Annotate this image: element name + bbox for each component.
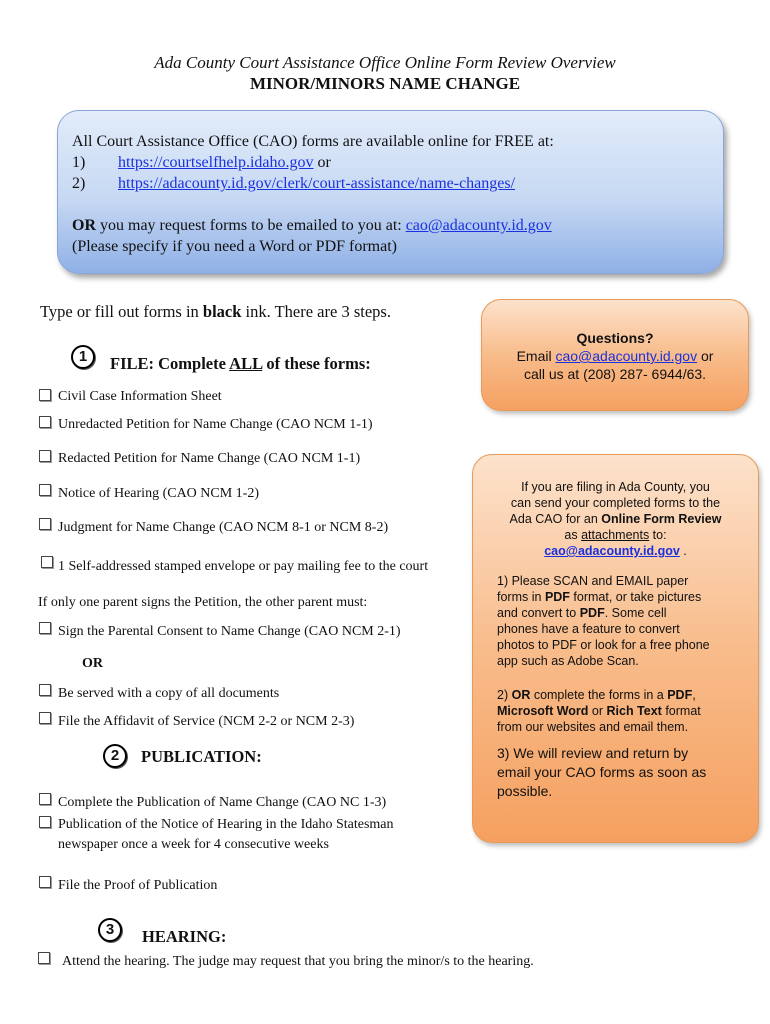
- courtselfhelp-link[interactable]: https://courtselfhelp.idaho.gov: [118, 154, 314, 171]
- checkbox-parental-consent[interactable]: [39, 622, 51, 634]
- checkbox-civil-case[interactable]: [39, 389, 51, 401]
- step-3-number-icon: 3: [98, 918, 122, 942]
- questions-email-line: Email cao@adacounty.id.gov or: [516, 348, 714, 364]
- checkbox-served[interactable]: [39, 684, 51, 696]
- form-item-judgment: Judgment for Name Change (CAO NCM 8-1 or NCM 8-2): [58, 520, 389, 535]
- form-item-unredacted-petition: Unredacted Petition for Name Change (CAO NCM 1-1): [58, 417, 373, 432]
- adacounty-name-changes-link[interactable]: https://adacounty.id.gov/clerk/court-assistance/name-changes/: [118, 175, 516, 192]
- email-request-line: OR you may request forms to be emailed to you at: cao@adacounty.id.gov: [72, 217, 552, 234]
- or-separator: OR: [82, 656, 103, 671]
- form-item-publication-form: Complete the Publication of Name Change (CAO NC 1-3): [58, 795, 387, 810]
- checkbox-publication-form[interactable]: [39, 793, 51, 805]
- checkbox-affidavit[interactable]: [39, 712, 51, 724]
- form-item-affidavit: File the Affidavit of Service (NCM 2-2 or NCM 2-3): [58, 714, 355, 729]
- form-item-statesman-line2: newspaper once a week for 4 consecutive weeks: [58, 837, 329, 852]
- form-item-notice-of-hearing: Notice of Hearing (CAO NCM 1-2): [58, 486, 260, 501]
- link-item-2: 2) https://adacounty.id.gov/clerk/court-assistance/name-changes/: [72, 175, 516, 192]
- form-item-proof-of-publication: File the Proof of Publication: [58, 878, 218, 893]
- form-item-redacted-petition: Redacted Petition for Name Change (CAO NCM 1-1): [58, 451, 361, 466]
- document-title: MINOR/MINORS NAME CHANGE: [249, 74, 521, 93]
- link-item-1: 1) https://courtselfhelp.idaho.gov or: [72, 154, 331, 171]
- step-2-number-icon: 2: [103, 744, 127, 768]
- online-review-box: If you are filing in Ada County, you can send your completed forms to the Ada CAO for an Online Form Review as attachments to: cao@adacounty.id.gov . 1) Please SCAN and EMAIL paper forms in PDF format, or take pictures and convert to PDF. Some cell phones have a feature to convert photos to PDF or look for a free phone app such as Adobe Scan. 2) OR complete the forms in a PDF, Microsoft Word or Rich Text format from our websites and email them. 3) We will review and return by email your CAO forms as soon as possible.: [472, 454, 759, 843]
- format-note: (Please specify if you need a Word or PDF format): [72, 238, 397, 255]
- form-item-civil-case: Civil Case Information Sheet: [58, 389, 222, 404]
- step-3-heading: HEARING:: [142, 927, 227, 946]
- form-item-statesman-line1: Publication of the Notice of Hearing in the Idaho Statesman: [58, 817, 394, 832]
- form-item-attend-hearing: Attend the hearing. The judge may request that you bring the minor/s to the hearing.: [62, 954, 534, 969]
- checkbox-redacted-petition[interactable]: [39, 450, 51, 462]
- form-item-parental-consent: Sign the Parental Consent to Name Change (CAO NCM 2-1): [58, 624, 401, 639]
- checkbox-proof-of-publication[interactable]: [39, 876, 51, 888]
- questions-phone: call us at (208) 287- 6944/63.: [523, 366, 707, 382]
- step-1-number-icon: 1: [71, 345, 95, 369]
- questions-title: Questions?: [576, 330, 654, 346]
- cao-email-link[interactable]: cao@adacounty.id.gov: [405, 217, 552, 234]
- form-item-served: Be served with a copy of all documents: [58, 686, 280, 701]
- questions-email-link[interactable]: cao@adacounty.id.gov: [555, 348, 698, 364]
- checkbox-notice-of-hearing[interactable]: [39, 484, 51, 496]
- one-parent-note: If only one parent signs the Petition, the other parent must:: [38, 595, 368, 610]
- checkbox-judgment[interactable]: [39, 518, 51, 530]
- form-item-envelope-fee: 1 Self-addressed stamped envelope or pay mailing fee to the court: [58, 559, 429, 574]
- checkbox-statesman-publication[interactable]: [39, 816, 51, 828]
- review-email-link[interactable]: cao@adacounty.id.gov: [544, 544, 680, 558]
- document-subtitle: Ada County Court Assistance Office Online Form Review Overview: [154, 53, 616, 72]
- questions-box: [481, 299, 749, 411]
- checkbox-attend-hearing[interactable]: [38, 952, 50, 964]
- checkbox-unredacted-petition[interactable]: [39, 416, 51, 428]
- instructions-intro: Type or fill out forms in black ink. There are 3 steps.: [40, 302, 391, 321]
- availability-line: All Court Assistance Office (CAO) forms are available online for FREE at:: [72, 133, 554, 150]
- step-2-heading: PUBLICATION:: [141, 747, 262, 766]
- step-1-heading: FILE: Complete ALL of these forms:: [110, 354, 371, 373]
- forms-availability-box: [57, 110, 724, 274]
- checkbox-envelope-fee[interactable]: [41, 556, 53, 568]
